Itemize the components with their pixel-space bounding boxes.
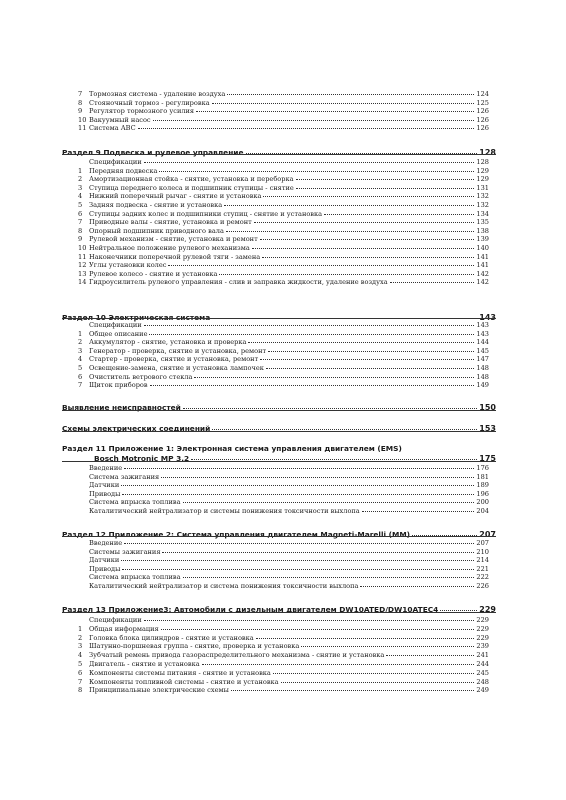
entry-page-number: 142 [476, 278, 489, 287]
toc-entry[interactable] [78, 167, 489, 175]
entry-page-number: 200 [476, 498, 489, 507]
dot-leader [159, 171, 474, 172]
entry-page-number: 126 [476, 124, 489, 133]
entry-title: Генератор - проверка, снятие и установка, ремонт [89, 346, 267, 355]
entry-title: Вакуумный насос [89, 115, 151, 124]
entry-page-number: 132 [476, 192, 489, 201]
entry-number: 6 [78, 372, 83, 381]
toc-entry[interactable] [78, 107, 489, 115]
toc-entry[interactable] [78, 381, 489, 389]
entry-number: 3 [78, 183, 83, 192]
entry-title: Система ABC [89, 124, 136, 133]
entry-title: Спецификации [89, 616, 142, 624]
entry-page-number: 147 [476, 355, 489, 364]
entry-title: Очиститель ветрового стекла [89, 372, 193, 381]
entry-title: Шатунно-поршневая группа - снятие, проверка и установка [89, 642, 300, 651]
entry-number: 2 [78, 633, 83, 642]
dot-leader [390, 282, 475, 283]
dot-leader [281, 682, 475, 683]
entry-number: 11 [78, 252, 87, 261]
entry-page-number: 149 [476, 381, 489, 390]
section-title: Схемы электрических соединений [62, 424, 211, 433]
entry-page-number: 132 [476, 201, 489, 209]
entry-title: Общее описание [89, 329, 148, 338]
entry-title: Система впрыска топлива [89, 498, 181, 507]
entry-title: Система зажигания [89, 472, 160, 481]
entry-page-number: 129 [476, 175, 489, 184]
dot-leader [122, 494, 474, 495]
entry-title: Стояночный тормоз - регулировка [89, 98, 210, 107]
entry-number: 7 [78, 677, 83, 686]
section-title: Раздел 12 Приложение 2: Система управления двигателем Magneti-Marelli (ММ) [62, 530, 411, 539]
entry-title: Компоненты системы питания - снятие и установка [89, 668, 271, 677]
entry-title: Головка блока цилиндров - снятие и установка [89, 633, 254, 642]
entry-number: 3 [78, 642, 83, 651]
entry-page-number: 126 [476, 115, 489, 124]
section-divider [62, 612, 496, 613]
entry-title: Задняя подвеска - снятие и установка [89, 201, 223, 209]
toc-entry[interactable] [78, 582, 489, 590]
entry-title: Нижний поперечный рычаг - снятие и установка [89, 192, 262, 201]
entry-title: Освещение-замена, снятие и установка лампочек [89, 364, 264, 372]
entry-number: 4 [78, 192, 83, 201]
section-divider [62, 410, 496, 411]
entry-title: Принципиальные электрические схемы [89, 686, 229, 695]
entry-title: Передняя подвеска [89, 166, 158, 175]
entry-page-number: 129 [476, 166, 489, 175]
entry-title: Щиток приборов [89, 381, 148, 390]
entry-page-number: 144 [476, 338, 489, 347]
entry-page-number: 244 [476, 660, 489, 668]
dot-leader [360, 586, 474, 587]
section-divider [62, 461, 496, 462]
entry-number: 1 [78, 624, 83, 633]
toc-entry[interactable] [78, 278, 489, 286]
dot-leader [260, 359, 474, 360]
section-page-number: 207 [479, 530, 496, 539]
toc-entry[interactable] [78, 507, 489, 515]
entry-title: Каталитический нейтрализатор и системы понижения токсичности выхлопа [89, 507, 360, 515]
toc-entry[interactable] [78, 347, 489, 355]
entry-title: Рулевой механизм - снятие, установка и ремонт [89, 235, 258, 244]
section-heading [62, 424, 496, 434]
entry-title: Стартер - проверка, снятие и установка, ремонт [89, 355, 259, 364]
toc-entry[interactable] [78, 616, 489, 624]
toc-entry[interactable] [78, 253, 489, 261]
dot-leader [212, 103, 475, 104]
entry-page-number: 148 [476, 372, 489, 381]
entry-page-number: 210 [476, 547, 489, 556]
toc-entry[interactable] [78, 184, 489, 192]
dot-leader [324, 214, 474, 215]
dot-leader [362, 511, 475, 512]
entry-page-number: 135 [476, 218, 489, 227]
dot-leader [168, 265, 474, 266]
toc-entry[interactable] [78, 175, 489, 183]
entry-page-number: 139 [476, 235, 489, 244]
dot-leader [226, 231, 475, 232]
entry-title: Система впрыска топлива [89, 573, 181, 582]
dot-leader [121, 485, 474, 486]
toc-entry[interactable] [78, 634, 489, 642]
dot-leader [202, 664, 475, 665]
entry-page-number: 126 [476, 107, 489, 116]
dot-leader [183, 408, 477, 409]
toc-entry[interactable] [78, 642, 489, 650]
entry-title: Датчики [89, 481, 120, 490]
entry-page-number: 141 [476, 252, 489, 261]
dot-leader [124, 468, 474, 469]
section-heading [62, 403, 496, 413]
section-divider [62, 318, 496, 319]
dot-leader [183, 502, 475, 503]
entry-page-number: 181 [476, 472, 489, 481]
toc-entry[interactable] [78, 355, 489, 363]
toc-entry[interactable] [78, 235, 489, 243]
entry-page-number: 141 [476, 261, 489, 270]
entry-title: Ступица переднего колеса и подшипник ступицы - снятие [89, 183, 294, 192]
entry-title: Двигатель - снятие и установка [89, 660, 200, 668]
section-divider [62, 154, 496, 155]
dot-leader [144, 162, 475, 163]
dot-leader [162, 552, 474, 553]
toc-entry[interactable] [78, 464, 489, 472]
entry-page-number: 249 [476, 686, 489, 695]
dot-leader [161, 477, 474, 478]
entry-number: 5 [78, 364, 83, 372]
dot-leader [296, 179, 475, 180]
section-divider [62, 536, 496, 537]
section-subtitle: Bosch Motronic MP 3.2 [94, 454, 190, 463]
dot-leader [256, 638, 475, 639]
dot-leader [212, 429, 477, 430]
entry-page-number: 239 [476, 642, 489, 651]
toc-entry[interactable] [78, 192, 489, 200]
entry-page-number: 245 [476, 668, 489, 677]
toc-entry[interactable] [78, 686, 489, 694]
entry-page-number: 140 [476, 244, 489, 252]
section-page-number: 153 [479, 424, 496, 433]
toc-entry[interactable] [78, 227, 489, 235]
entry-page-number: 229 [476, 616, 489, 624]
toc-entry[interactable] [78, 124, 489, 132]
dot-leader [161, 629, 475, 630]
entry-number: 14 [78, 278, 87, 287]
entry-number: 7 [78, 218, 83, 227]
entry-title: Введение [89, 539, 123, 547]
section-title: Раздел 11 Приложение 1: Электронная система управления двигателем (EMS) [62, 444, 402, 453]
dot-leader [224, 205, 474, 206]
section-title: Выявление неисправностей [62, 403, 181, 412]
entry-title: Приводы [89, 489, 121, 498]
toc-entry[interactable] [78, 321, 489, 329]
toc-entry[interactable] [78, 330, 489, 338]
entry-title: Спецификации [89, 158, 142, 166]
entry-page-number: 143 [476, 329, 489, 338]
section-heading [62, 605, 496, 615]
entry-page-number: 148 [476, 364, 489, 372]
entry-number: 3 [78, 346, 83, 355]
toc-entry[interactable] [78, 158, 489, 166]
entry-title: Гидроусилитель рулевого управления - слив и заправка жидкости, удаление воздуха [89, 278, 388, 287]
toc-entry[interactable] [78, 90, 489, 98]
entry-number: 1 [78, 166, 83, 175]
entry-title: Компоненты топливной системы - снятие и установка [89, 677, 279, 686]
entry-number: 2 [78, 175, 83, 184]
entry-page-number: 204 [476, 507, 489, 515]
entry-title: Зубчатый ремень привода газораспределительного механизма - снятие и установка [89, 651, 385, 660]
entry-title: Приводные валы - снятие, установка и ремонт [89, 218, 252, 227]
entry-number: 4 [78, 355, 83, 364]
dot-leader [196, 111, 474, 112]
entry-title: Спецификации [89, 321, 142, 329]
entry-number: 5 [78, 201, 83, 209]
dot-leader [296, 188, 475, 189]
dot-leader [262, 257, 474, 258]
entry-title: Амортизационная стойка - снятие, установка и переборка [89, 175, 294, 184]
toc-entry[interactable] [78, 373, 489, 381]
entry-title: Рулевое колесо - снятие и установка [89, 269, 218, 278]
dot-leader [138, 128, 475, 129]
entry-page-number: 143 [476, 321, 489, 329]
entry-number: 9 [78, 235, 83, 244]
entry-page-number: 229 [476, 633, 489, 642]
entry-page-number: 189 [476, 481, 489, 490]
section-page-number: 128 [479, 148, 496, 157]
entry-page-number: 142 [476, 269, 489, 278]
entry-number: 6 [78, 209, 83, 218]
entry-title: Тормозная система - удаление воздуха [89, 90, 226, 98]
dot-leader [183, 577, 475, 578]
section-page-number: 229 [479, 605, 496, 614]
dot-leader [254, 222, 475, 223]
toc-entry[interactable] [78, 678, 489, 686]
entry-title: Углы установки колес [89, 261, 167, 270]
toc-entry[interactable] [78, 261, 489, 269]
entry-number: 4 [78, 651, 83, 660]
entry-number: 7 [78, 90, 83, 98]
section-heading [62, 148, 496, 158]
entry-page-number: 196 [476, 489, 489, 498]
toc-entry[interactable] [78, 116, 489, 124]
dot-leader [144, 325, 475, 326]
section-title: Раздел 9 Подвеска и рулевое управление [62, 148, 244, 157]
entry-page-number: 207 [476, 539, 489, 547]
toc-entry[interactable] [78, 270, 489, 278]
toc-entry[interactable] [78, 565, 489, 573]
dot-leader [219, 274, 474, 275]
entry-number: 8 [78, 686, 83, 695]
section-heading [62, 444, 496, 454]
entry-page-number: 125 [476, 98, 489, 107]
toc-entry[interactable] [78, 364, 489, 372]
entry-page-number: 128 [476, 158, 489, 166]
dot-leader [301, 646, 474, 647]
section-page-number: 175 [479, 454, 496, 463]
toc-entry[interactable] [78, 625, 489, 633]
entry-title: Каталитический нейтрализатор и система понижения токсичности выхлопа [89, 582, 359, 590]
entry-number: 10 [78, 244, 87, 252]
dot-leader [227, 94, 474, 95]
toc-entry[interactable] [78, 548, 489, 556]
entry-page-number: 222 [476, 573, 489, 582]
dot-leader [248, 342, 474, 343]
toc-entry[interactable] [78, 498, 489, 506]
entry-page-number: 226 [476, 582, 489, 590]
entry-page-number: 229 [476, 624, 489, 633]
entry-number: 8 [78, 98, 83, 107]
dot-leader [440, 610, 477, 611]
toc-entry[interactable] [78, 490, 489, 498]
dot-leader [124, 543, 474, 544]
entry-number: 9 [78, 107, 83, 116]
dot-leader [263, 196, 474, 197]
entry-number: 11 [78, 124, 87, 133]
entry-title: Общая информация [89, 624, 159, 633]
section-title: Раздел 13 Приложение3: Автомобили с дизельным двигателем DW10ATED/DW10ATEC4 [62, 605, 439, 614]
toc-entry[interactable] [78, 481, 489, 489]
dot-leader [191, 459, 477, 460]
section-page-number: 150 [479, 403, 496, 412]
entry-page-number: 145 [476, 346, 489, 355]
toc-entry[interactable] [78, 201, 489, 209]
toc-entry[interactable] [78, 210, 489, 218]
entry-page-number: 221 [476, 564, 489, 573]
entry-title: Приводы [89, 564, 121, 573]
entry-number: 7 [78, 381, 83, 390]
toc-entry[interactable] [78, 338, 489, 346]
toc-entry[interactable] [78, 556, 489, 564]
section-title: Раздел 10 Электрическая система [62, 313, 211, 322]
toc-entry[interactable] [78, 218, 489, 226]
entry-title: Нейтральное положение рулевого механизма [89, 244, 250, 252]
entry-number: 8 [78, 226, 83, 235]
toc-entry[interactable] [78, 244, 489, 252]
dot-leader [149, 334, 474, 335]
dot-leader [153, 120, 475, 121]
entry-title: Регулятор тормозного усилия [89, 107, 195, 116]
dot-leader [266, 368, 475, 369]
section-heading-line2 [62, 454, 496, 464]
dot-leader [252, 248, 475, 249]
dot-leader [122, 569, 474, 570]
entry-number: 5 [78, 660, 83, 668]
dot-leader [144, 620, 475, 621]
entry-page-number: 124 [476, 90, 489, 98]
entry-page-number: 241 [476, 651, 489, 660]
entry-number: 6 [78, 668, 83, 677]
entry-number: 12 [78, 261, 87, 270]
dot-leader [273, 673, 475, 674]
entry-title: Системы зажигания [89, 547, 161, 556]
dot-leader [194, 377, 474, 378]
toc-entry[interactable] [78, 660, 489, 668]
dot-leader [150, 385, 475, 386]
entry-title: Датчики [89, 556, 120, 565]
dot-leader [260, 239, 475, 240]
entry-page-number: 131 [476, 183, 489, 192]
entry-page-number: 248 [476, 677, 489, 686]
dot-leader [386, 655, 474, 656]
entry-number: 13 [78, 269, 87, 278]
entry-page-number: 134 [476, 209, 489, 218]
entry-title: Ступицы задних колес и подшипники ступиц - снятие и установка [89, 209, 323, 218]
entry-page-number: 214 [476, 556, 489, 565]
entry-title: Аккумулятор - снятие, установка и проверка [89, 338, 247, 347]
entry-title: Наконечники поперечной рулевой тяги - замена [89, 252, 261, 261]
toc-entry[interactable] [78, 539, 489, 547]
dot-leader [121, 560, 474, 561]
entry-page-number: 176 [476, 464, 489, 472]
entry-title: Введение [89, 464, 123, 472]
entry-number: 2 [78, 338, 83, 347]
entry-title: Опорный подшипник приводного вала [89, 226, 224, 235]
toc-entry[interactable] [78, 99, 489, 107]
entry-number: 1 [78, 329, 83, 338]
dot-leader [268, 351, 474, 352]
section-divider [62, 431, 496, 432]
section-page-number: 143 [479, 313, 496, 322]
entry-page-number: 138 [476, 226, 489, 235]
toc-entry[interactable] [78, 651, 489, 659]
dot-leader [231, 690, 475, 691]
toc-entry[interactable] [78, 573, 489, 581]
toc-entry[interactable] [78, 473, 489, 481]
entry-number: 10 [78, 115, 87, 124]
toc-entry[interactable] [78, 669, 489, 677]
